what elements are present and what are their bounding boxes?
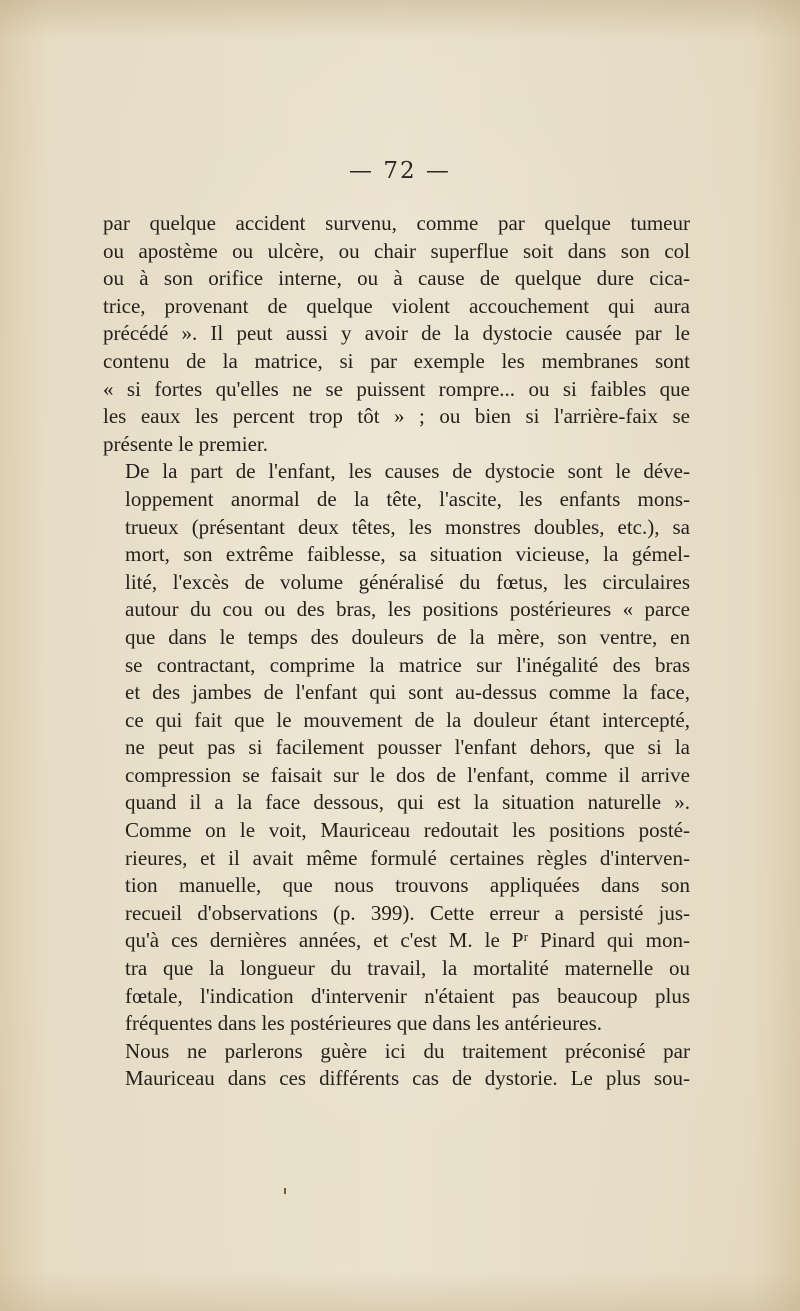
text-line: se contractant, comprime la matrice sur l'inégalité des bras xyxy=(125,652,690,677)
text-line: précédé ». Il peut aussi y avoir de la dystocie causée par le xyxy=(103,321,690,346)
text-line: tion manuelle, que nous trouvons appliquées dans son xyxy=(125,873,690,898)
text-line: « si fortes qu'elles ne se puissent rompre... ou si faibles que xyxy=(103,376,690,401)
paragraph xyxy=(103,1038,690,1093)
text-line: fœtale, l'indication d'intervenir n'étaient pas beaucoup plus xyxy=(125,983,690,1008)
text-line: loppement anormal de la tête, l'ascite, les enfants mons- xyxy=(125,486,690,511)
text-line: ou à son orifice interne, ou à cause de quelque dure cica- xyxy=(103,266,690,291)
text-line: et des jambes de l'enfant qui sont au-dessus comme la face, xyxy=(125,680,690,705)
paragraph xyxy=(103,458,690,1037)
ink-speck xyxy=(284,1188,286,1194)
text-line: trice, provenant de quelque violent accouchement qui aura xyxy=(103,293,690,318)
text-line: autour du cou ou des bras, les positions postérieures « parce xyxy=(125,597,690,622)
text-line: ne peut pas si facilement pousser l'enfant dehors, que si la xyxy=(125,735,690,760)
text-line: mort, son extrême faiblesse, sa situation vicieuse, la gémel- xyxy=(125,542,690,567)
text-line: tra que la longueur du travail, la mortalité maternelle ou xyxy=(125,956,690,981)
text-line: par quelque accident survenu, comme par quelque tumeur xyxy=(103,211,690,235)
paragraph xyxy=(103,210,690,458)
text-line: Comme on le voit, Mauriceau redoutait les positions posté- xyxy=(125,818,690,843)
body-text xyxy=(103,210,690,1093)
text-line: ce qui fait que le mouvement de la douleur étant intercepté, xyxy=(125,707,690,732)
text-line: Nous ne parlerons guère ici du traitement préconisé par xyxy=(125,1038,690,1063)
text-line: De la part de l'enfant, les causes de dystocie sont le déve- xyxy=(125,459,690,484)
text-line: Mauriceau dans ces différents cas de dystorie. Le plus sou- xyxy=(125,1066,690,1091)
text-line: qu'à ces dernières années, et c'est M. le Pʳ Pinard qui mon- xyxy=(125,928,690,953)
text-line: lité, l'excès de volume généralisé du fœtus, les circulaires xyxy=(125,569,690,594)
text-line: quand il a la face dessous, qui est la situation naturelle ». xyxy=(125,790,690,815)
text-line: que dans le temps des douleurs de la mère, son ventre, en xyxy=(125,624,690,649)
text-line: fréquentes dans les postérieures que dans les antérieures. xyxy=(125,1011,602,1036)
page-number: — 72 — xyxy=(349,158,451,184)
text-line: compression se faisait sur le dos de l'enfant, comme il arrive xyxy=(125,762,690,787)
text-line: rieures, et il avait même formulé certaines règles d'interven- xyxy=(125,845,690,870)
text-line: recueil d'observations (p. 399). Cette erreur a persisté jus- xyxy=(125,900,690,925)
text-line: contenu de la matrice, si par exemple les membranes sont xyxy=(103,348,690,373)
text-line: les eaux les percent trop tôt » ; ou bien si l'arrière-faix se xyxy=(103,404,690,429)
text-line: présente le premier. xyxy=(103,431,269,456)
text-line: ou apostème ou ulcère, ou chair superflue soit dans son col xyxy=(103,238,690,263)
text-line: trueux (présentant deux têtes, les monstres doubles, etc.), sa xyxy=(125,514,690,539)
